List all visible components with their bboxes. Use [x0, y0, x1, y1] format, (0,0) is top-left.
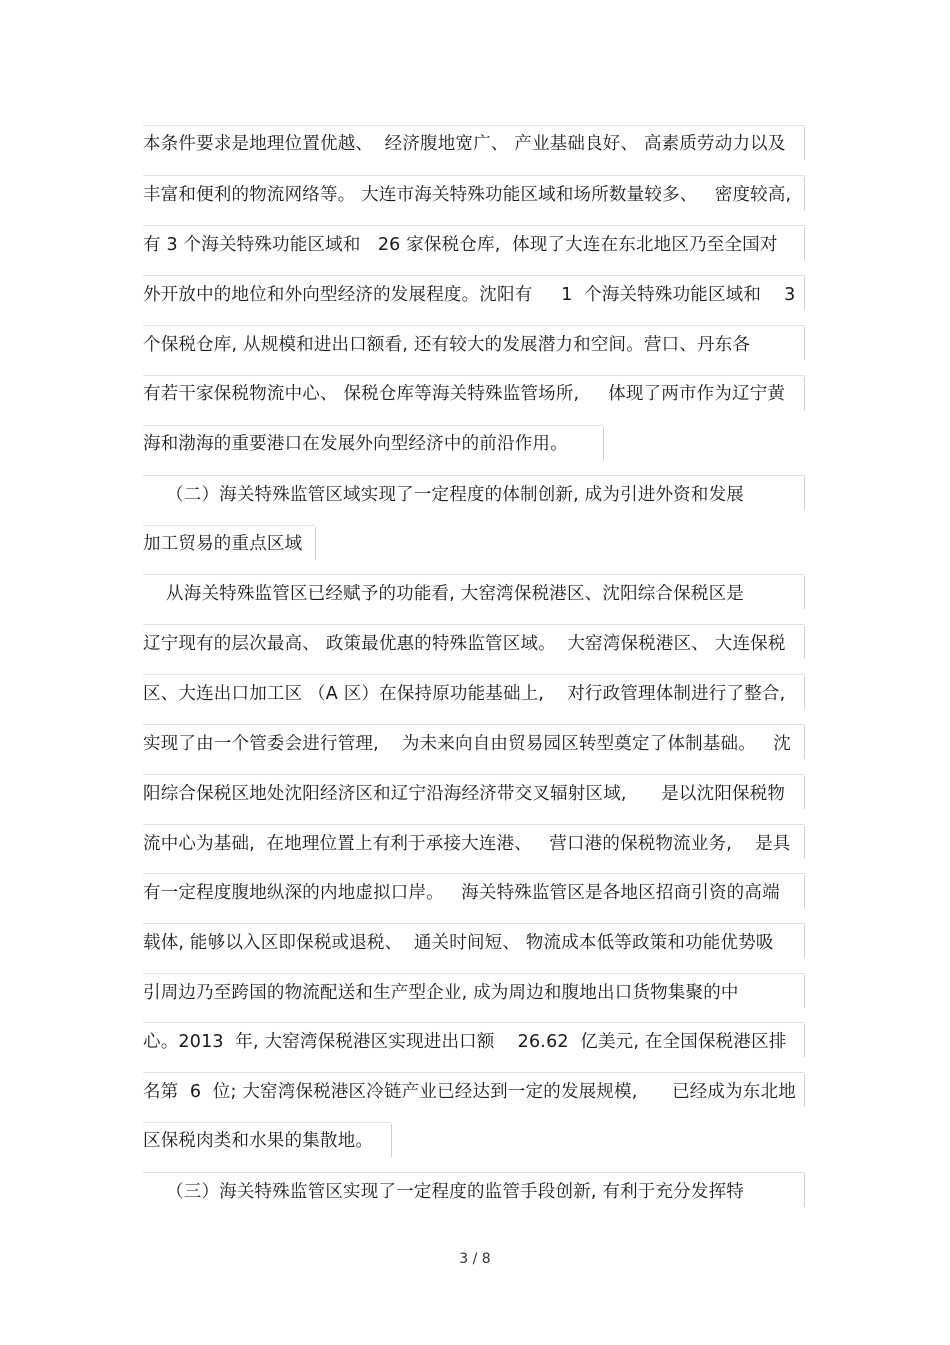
cell-border-line	[143, 923, 805, 924]
cell-border-line	[143, 275, 805, 276]
text-line: 有一定程度腹地纵深的内地虚拟口岸。 海关特殊监管区是各地区招商引资的高端	[143, 883, 780, 903]
cell-border-line	[143, 824, 805, 825]
cell-border-line	[804, 477, 805, 510]
cell-border-line	[804, 975, 805, 1008]
section-heading: （二）海关特殊监管区域实现了一定程度的体制创新, 成为引进外资和发展	[143, 485, 744, 505]
cell-border-line	[804, 1024, 805, 1057]
text-line: 丰富和便利的物流网络等。 大连市海关特殊功能区域和场所数量较多、 密度较高,	[143, 185, 792, 205]
cell-border-line	[143, 674, 805, 675]
cell-border-line	[143, 1172, 805, 1173]
cell-border-line	[143, 425, 603, 426]
cell-border-line	[143, 1122, 391, 1123]
cell-border-line	[143, 525, 315, 526]
text-line: 辽宁现有的层次最高、 政策最优惠的特殊监管区域。 大窑湾保税港区、 大连保税	[143, 634, 786, 654]
cell-border-line	[143, 624, 805, 625]
text-line: 个保税仓库, 从规模和进出口额看, 还有较大的发展潜力和空间。营口、丹东各	[143, 335, 751, 355]
text-line: 从海关特殊监管区已经赋予的功能看, 大窑湾保税港区、沈阳综合保税区是	[143, 584, 744, 604]
cell-border-line	[391, 1124, 392, 1157]
cell-border-line	[143, 724, 805, 725]
text-line: 名第 6 位; 大窑湾保税港区冷链产业已经达到一定的发展规模, 已经成为东北地	[143, 1082, 796, 1102]
cell-border-line	[804, 127, 805, 160]
section-heading: （三）海关特殊监管区实现了一定程度的监管手段创新, 有利于充分发挥特	[143, 1182, 744, 1202]
cell-border-line	[143, 225, 805, 226]
cell-border-line	[804, 875, 805, 908]
cell-border-line	[804, 726, 805, 759]
cell-border-line	[804, 626, 805, 659]
cell-border-line	[804, 377, 805, 410]
cell-border-line	[804, 1074, 805, 1107]
cell-border-line	[143, 1022, 805, 1023]
cell-border-line	[804, 826, 805, 859]
text-line: 阳综合保税区地处沈阳经济区和辽宁沿海经济带交叉辐射区域, 是以沈阳保税物	[143, 784, 786, 804]
cell-border-line	[143, 574, 805, 575]
cell-border-line	[603, 427, 604, 460]
text-line: 区、大连出口加工区 （A 区）在保持原功能基础上, 对行政管理体制进行了整合,	[143, 684, 786, 704]
cell-border-line	[804, 1174, 805, 1207]
text-line: 本条件要求是地理位置优越、 经济腹地宽广、 产业基础良好、 高素质劳动力以及	[143, 134, 786, 154]
cell-border-line	[804, 776, 805, 809]
cell-border-line	[315, 527, 316, 560]
cell-border-line	[804, 227, 805, 260]
page-number: 3 / 8	[459, 1251, 491, 1267]
cell-border-line	[804, 676, 805, 709]
cell-border-line	[143, 475, 805, 476]
cell-border-line	[143, 973, 805, 974]
cell-border-line	[143, 125, 805, 126]
text-line: 区保税肉类和水果的集散地。	[143, 1131, 374, 1151]
text-line: 载体, 能够以入区即保税或退税、 通关时间短、 物流成本低等政策和功能优势吸	[143, 933, 774, 953]
cell-border-line	[143, 325, 805, 326]
text-line: 心。2013 年, 大窑湾保税港区实现进出口额 26.62 亿美元, 在全国保税港区排	[143, 1032, 787, 1052]
text-line: 有 3 个海关特殊功能区域和 26 家保税仓库, 体现了大连在东北地区乃至全国对	[143, 235, 778, 255]
cell-border-line	[804, 177, 805, 210]
cell-border-line	[143, 175, 805, 176]
cell-border-line	[143, 1072, 805, 1073]
cell-border-line	[804, 925, 805, 958]
cell-border-line	[804, 576, 805, 609]
text-line: 有若干家保税物流中心、 保税仓库等海关特殊监管场所, 体现了两市作为辽宁黄	[143, 384, 786, 404]
text-line: 引周边乃至跨国的物流配送和生产型企业, 成为周边和腹地出口货物集聚的中	[143, 983, 739, 1003]
text-line: 实现了由一个管委会进行管理, 为未来向自由贸易园区转型奠定了体制基础。 沈	[143, 734, 791, 754]
text-line: 海和渤海的重要港口在发展外向型经济中的前沿作用。	[143, 434, 568, 454]
cell-border-line	[804, 327, 805, 360]
cell-border-line	[804, 277, 805, 310]
cell-border-line	[143, 375, 805, 376]
cell-border-line	[143, 774, 805, 775]
text-line: 外开放中的地位和外向型经济的发展程度。沈阳有 1 个海关特殊功能区域和 3	[143, 285, 796, 305]
cell-border-line	[143, 873, 805, 874]
text-line: 流中心为基础, 在地理位置上有利于承接大连港、 营口港的保税物流业务, 是具	[143, 834, 791, 854]
section-heading: 加工贸易的重点区域	[143, 534, 303, 554]
